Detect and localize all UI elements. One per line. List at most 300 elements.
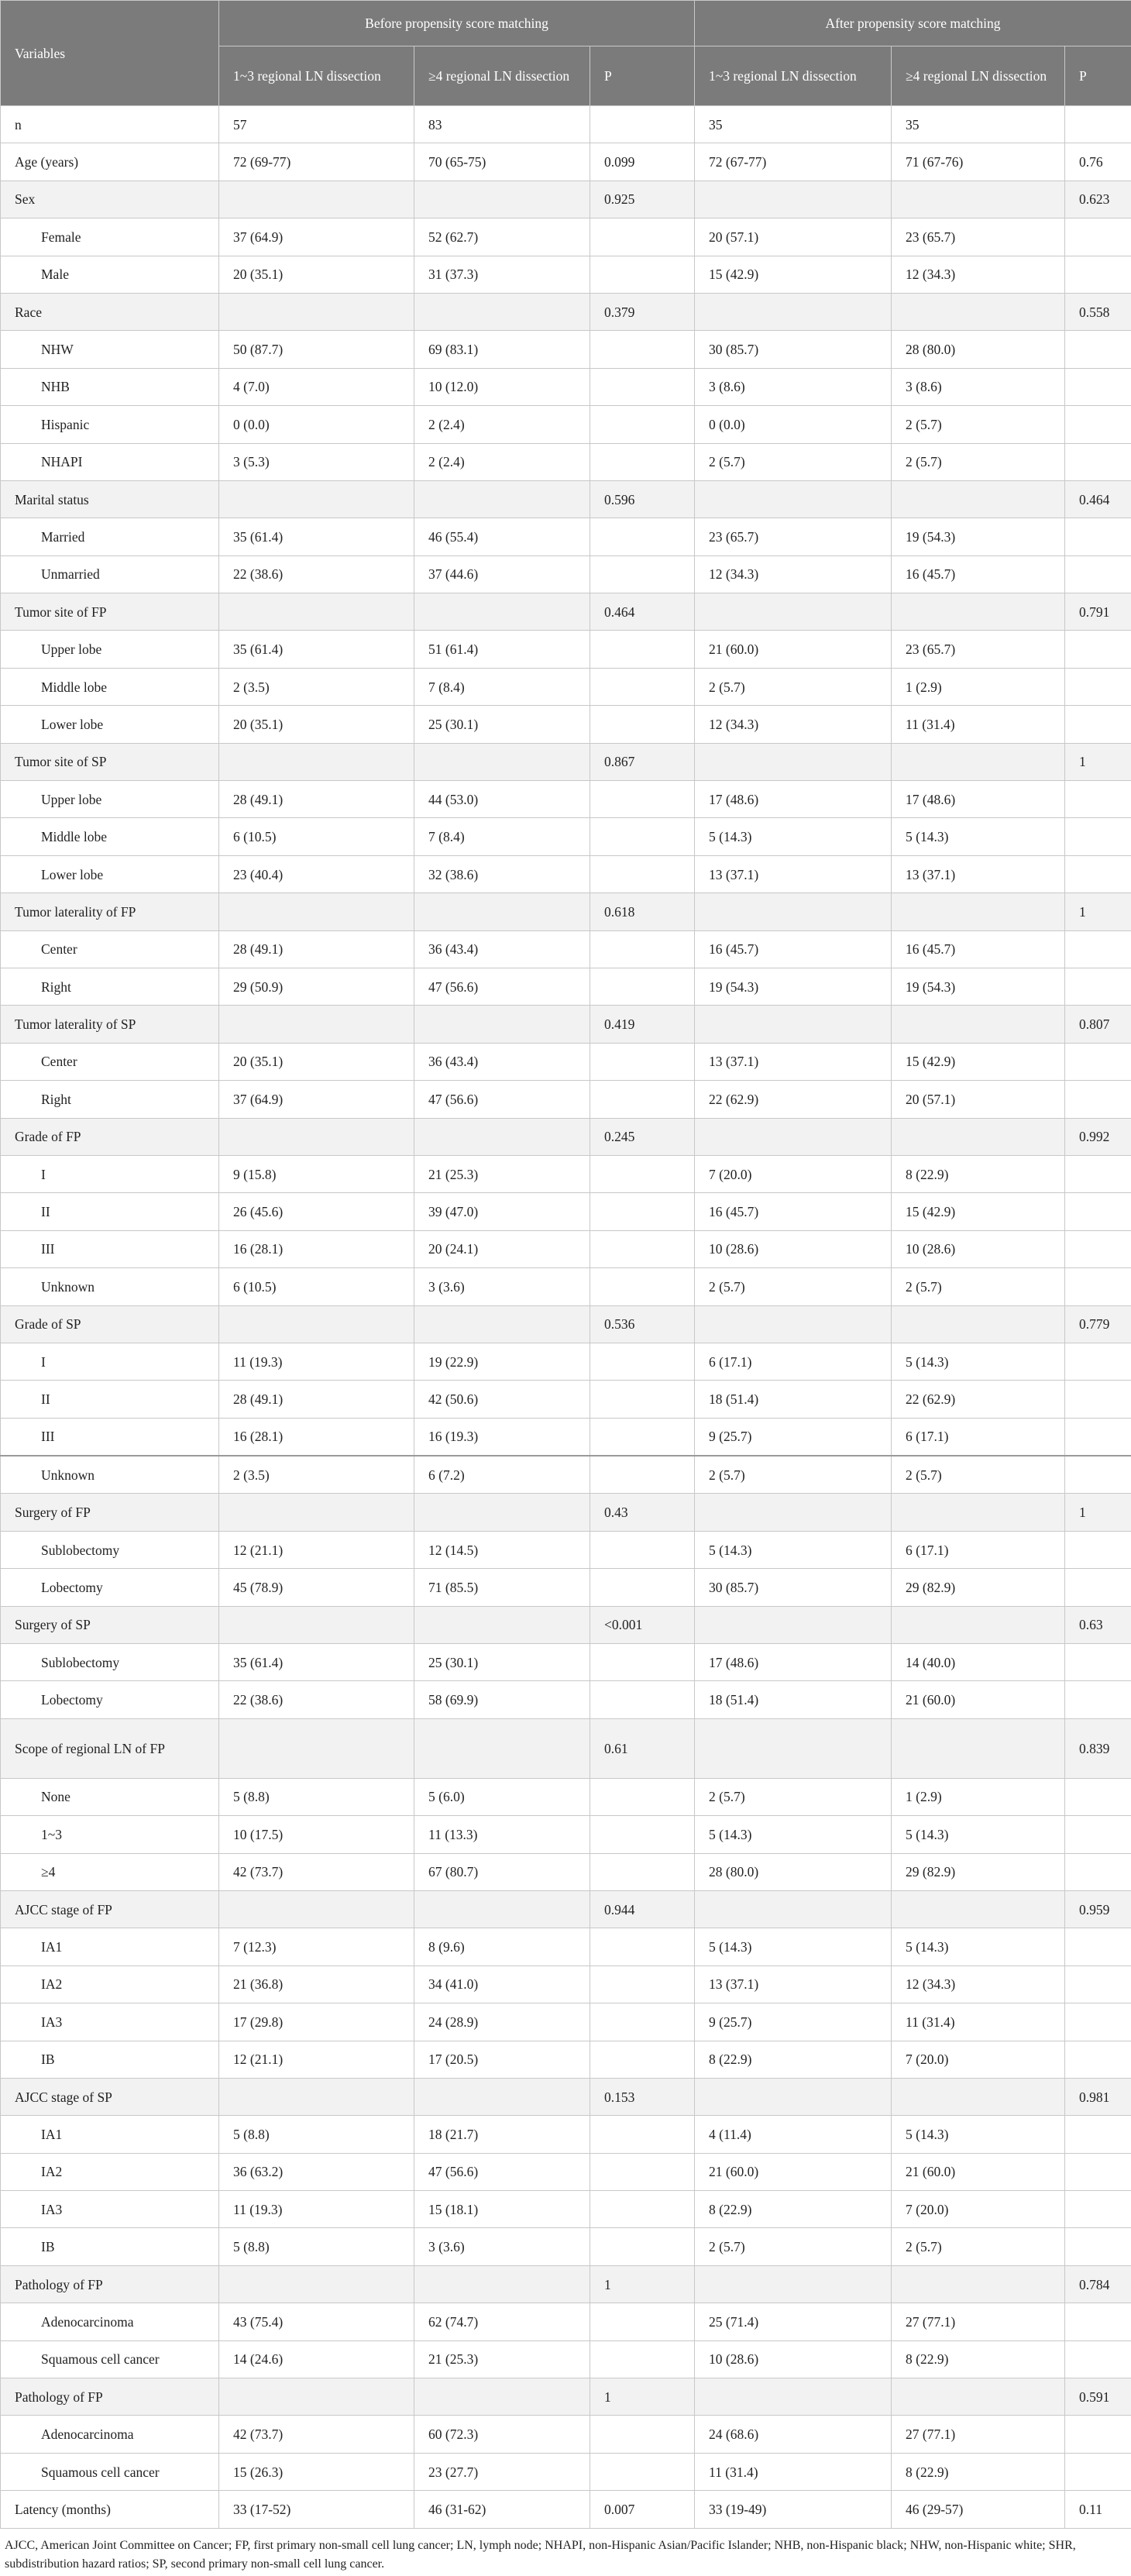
before-4plus-cell: 15 (18.1) <box>414 2191 590 2228</box>
table-row <box>1 2116 1131 2153</box>
before-p-cell <box>590 1531 695 1568</box>
after-4plus-cell: 6 (17.1) <box>892 1531 1065 1568</box>
before-p-cell: 0.867 <box>590 743 695 780</box>
after-p-cell: 0.558 <box>1065 293 1131 330</box>
after-p-cell: 0.791 <box>1065 593 1131 631</box>
variable-cell: I <box>1 1155 219 1192</box>
after-1-3-cell: 72 (67-77) <box>695 143 892 181</box>
before-col-1-3-ln: 1~3 regional LN dissection <box>219 46 414 106</box>
after-p-cell: 0.76 <box>1065 143 1131 181</box>
after-1-3-cell: 5 (14.3) <box>695 1531 892 1568</box>
table-row <box>1 1343 1131 1380</box>
after-4plus-cell <box>892 480 1065 518</box>
before-p-cell <box>590 1155 695 1192</box>
after-1-3-cell: 4 (11.4) <box>695 2116 892 2153</box>
after-psm-header: After propensity score matching <box>695 1 1131 46</box>
after-4plus-cell <box>892 1305 1065 1343</box>
after-col-4plus-ln: ≥4 regional LN dissection <box>892 46 1065 106</box>
table-row <box>1 480 1131 518</box>
after-p-cell <box>1065 968 1131 1005</box>
before-p-cell: 0.007 <box>590 2491 695 2528</box>
before-4plus-cell: 47 (56.6) <box>414 2153 590 2190</box>
before-1-3-cell: 2 (3.5) <box>219 668 414 705</box>
table-row <box>1 1118 1131 1155</box>
variable-cell: Lobectomy <box>1 1569 219 1606</box>
table-row <box>1 1531 1131 1568</box>
after-4plus-cell: 19 (54.3) <box>892 968 1065 1005</box>
before-4plus-cell: 17 (20.5) <box>414 2041 590 2078</box>
after-p-cell <box>1065 331 1131 368</box>
after-col-p: P <box>1065 46 1131 106</box>
after-p-cell <box>1065 818 1131 855</box>
before-1-3-cell <box>219 480 414 518</box>
before-p-cell <box>590 2003 695 2041</box>
before-1-3-cell: 42 (73.7) <box>219 1853 414 1890</box>
after-1-3-cell: 18 (51.4) <box>695 1381 892 1418</box>
before-4plus-cell: 58 (69.9) <box>414 1681 590 1718</box>
after-1-3-cell: 20 (57.1) <box>695 218 892 256</box>
after-4plus-cell: 5 (14.3) <box>892 1343 1065 1380</box>
before-p-cell <box>590 2453 695 2490</box>
variable-cell: Squamous cell cancer <box>1 2453 219 2490</box>
table-row <box>1 1569 1131 1606</box>
before-4plus-cell: 19 (22.9) <box>414 1343 590 1380</box>
after-4plus-cell <box>892 181 1065 218</box>
table-row <box>1 2153 1131 2190</box>
before-p-cell <box>590 256 695 293</box>
after-4plus-cell: 10 (28.6) <box>892 1230 1065 1267</box>
variable-cell: Grade of FP <box>1 1118 219 1155</box>
before-4plus-cell: 23 (27.7) <box>414 2453 590 2490</box>
before-1-3-cell: 17 (29.8) <box>219 2003 414 2041</box>
after-4plus-cell: 5 (14.3) <box>892 1816 1065 1853</box>
variable-cell: NHB <box>1 368 219 405</box>
before-1-3-cell <box>219 2078 414 2115</box>
before-p-cell <box>590 1644 695 1681</box>
after-p-cell <box>1065 1928 1131 1966</box>
after-4plus-cell: 21 (60.0) <box>892 2153 1065 2190</box>
after-p-cell <box>1065 1644 1131 1681</box>
before-1-3-cell <box>219 743 414 780</box>
variable-cell: Race <box>1 293 219 330</box>
after-p-cell <box>1065 1816 1131 1853</box>
before-4plus-cell: 47 (56.6) <box>414 1081 590 1118</box>
table-row <box>1 256 1131 293</box>
before-1-3-cell: 11 (19.3) <box>219 2191 414 2228</box>
before-4plus-cell <box>414 181 590 218</box>
before-p-cell <box>590 781 695 818</box>
before-4plus-cell: 25 (30.1) <box>414 706 590 743</box>
after-4plus-cell: 2 (5.7) <box>892 1268 1065 1305</box>
before-1-3-cell: 5 (8.8) <box>219 1778 414 1815</box>
after-4plus-cell: 5 (14.3) <box>892 1928 1065 1966</box>
after-1-3-cell <box>695 1606 892 1643</box>
table-row <box>1 781 1131 818</box>
before-4plus-cell: 37 (44.6) <box>414 555 590 593</box>
after-4plus-cell <box>892 293 1065 330</box>
table-row <box>1 1718 1131 1778</box>
after-1-3-cell <box>695 1305 892 1343</box>
before-1-3-cell <box>219 2378 414 2416</box>
after-1-3-cell: 10 (28.6) <box>695 1230 892 1267</box>
before-p-cell: 1 <box>590 2378 695 2416</box>
table-row <box>1 518 1131 555</box>
after-4plus-cell: 21 (60.0) <box>892 1681 1065 1718</box>
after-4plus-cell <box>892 2265 1065 2303</box>
before-4plus-cell <box>414 2078 590 2115</box>
variable-cell: Upper lobe <box>1 781 219 818</box>
before-1-3-cell: 10 (17.5) <box>219 1816 414 1853</box>
variable-cell: IB <box>1 2041 219 2078</box>
after-1-3-cell: 2 (5.7) <box>695 1268 892 1305</box>
after-1-3-cell <box>695 1718 892 1778</box>
variable-cell: Hispanic <box>1 406 219 443</box>
after-p-cell <box>1065 1043 1131 1080</box>
table-row <box>1 443 1131 480</box>
after-p-cell: 1 <box>1065 893 1131 930</box>
after-4plus-cell <box>892 893 1065 930</box>
after-p-cell: 0.779 <box>1065 1305 1131 1343</box>
before-1-3-cell: 12 (21.1) <box>219 2041 414 2078</box>
after-p-cell <box>1065 1853 1131 1890</box>
variable-cell: Unknown <box>1 1268 219 1305</box>
before-1-3-cell <box>219 1718 414 1778</box>
before-4plus-cell <box>414 2378 590 2416</box>
before-p-cell <box>590 1928 695 1966</box>
before-4plus-cell: 39 (47.0) <box>414 1193 590 1230</box>
before-1-3-cell: 29 (50.9) <box>219 968 414 1005</box>
variable-cell: NHW <box>1 331 219 368</box>
after-4plus-cell: 11 (31.4) <box>892 2003 1065 2041</box>
after-1-3-cell: 5 (14.3) <box>695 818 892 855</box>
before-p-cell <box>590 2153 695 2190</box>
before-1-3-cell: 37 (64.9) <box>219 218 414 256</box>
before-1-3-cell: 50 (87.7) <box>219 331 414 368</box>
variable-cell: II <box>1 1381 219 1418</box>
table-row <box>1 1890 1131 1928</box>
after-1-3-cell: 2 (5.7) <box>695 668 892 705</box>
before-p-cell <box>590 1268 695 1305</box>
after-p-cell: 1 <box>1065 743 1131 780</box>
table-row <box>1 1230 1131 1267</box>
after-4plus-cell: 6 (17.1) <box>892 1418 1065 1456</box>
after-p-cell: 0.623 <box>1065 181 1131 218</box>
before-p-cell: 0.536 <box>590 1305 695 1343</box>
after-4plus-cell: 13 (37.1) <box>892 855 1065 892</box>
table-row <box>1 1816 1131 1853</box>
after-4plus-cell: 35 <box>892 106 1065 143</box>
table-row <box>1 1928 1131 1966</box>
before-p-cell <box>590 2041 695 2078</box>
variable-cell: Surgery of SP <box>1 1606 219 1643</box>
before-4plus-cell <box>414 2265 590 2303</box>
table-row <box>1 1081 1131 1118</box>
table-row <box>1 2453 1131 2490</box>
before-p-cell: 0.944 <box>590 1890 695 1928</box>
variable-cell: Right <box>1 1081 219 1118</box>
before-p-cell: 0.618 <box>590 893 695 930</box>
after-p-cell <box>1065 855 1131 892</box>
after-4plus-cell: 27 (77.1) <box>892 2303 1065 2340</box>
before-4plus-cell: 11 (13.3) <box>414 1816 590 1853</box>
after-4plus-cell: 5 (14.3) <box>892 818 1065 855</box>
after-p-cell <box>1065 1569 1131 1606</box>
table-row <box>1 218 1131 256</box>
before-1-3-cell: 57 <box>219 106 414 143</box>
after-p-cell <box>1065 2228 1131 2265</box>
before-1-3-cell: 5 (8.8) <box>219 2116 414 2153</box>
before-4plus-cell: 31 (37.3) <box>414 256 590 293</box>
variable-cell: Tumor laterality of SP <box>1 1006 219 1043</box>
before-4plus-cell: 46 (31-62) <box>414 2491 590 2528</box>
after-p-cell <box>1065 1268 1131 1305</box>
before-p-cell <box>590 2228 695 2265</box>
after-p-cell <box>1065 518 1131 555</box>
variable-cell: Lower lobe <box>1 706 219 743</box>
before-1-3-cell: 28 (49.1) <box>219 930 414 968</box>
after-1-3-cell: 21 (60.0) <box>695 631 892 668</box>
before-4plus-cell: 3 (3.6) <box>414 1268 590 1305</box>
before-1-3-cell: 28 (49.1) <box>219 1381 414 1418</box>
after-4plus-cell: 11 (31.4) <box>892 706 1065 743</box>
variable-cell: Tumor site of FP <box>1 593 219 631</box>
before-1-3-cell: 15 (26.3) <box>219 2453 414 2490</box>
before-1-3-cell <box>219 293 414 330</box>
before-4plus-cell: 44 (53.0) <box>414 781 590 818</box>
before-1-3-cell: 37 (64.9) <box>219 1081 414 1118</box>
before-4plus-cell: 42 (50.6) <box>414 1381 590 1418</box>
before-4plus-cell <box>414 593 590 631</box>
variable-cell: Scope of regional LN of FP <box>1 1718 219 1778</box>
before-1-3-cell <box>219 1494 414 1531</box>
after-1-3-cell: 22 (62.9) <box>695 1081 892 1118</box>
table-row <box>1 1606 1131 1643</box>
after-1-3-cell: 10 (28.6) <box>695 2340 892 2378</box>
table-row <box>1 2228 1131 2265</box>
after-p-cell <box>1065 2041 1131 2078</box>
before-4plus-cell <box>414 1718 590 1778</box>
variable-cell: Sublobectomy <box>1 1531 219 1568</box>
variable-cell: Tumor laterality of FP <box>1 893 219 930</box>
table-row <box>1 631 1131 668</box>
after-1-3-cell <box>695 2378 892 2416</box>
table-row <box>1 930 1131 968</box>
table-row <box>1 1155 1131 1192</box>
after-p-cell <box>1065 218 1131 256</box>
before-4plus-cell <box>414 1606 590 1643</box>
variable-cell: IA1 <box>1 2116 219 2153</box>
after-1-3-cell: 19 (54.3) <box>695 968 892 1005</box>
table-row <box>1 2303 1131 2340</box>
before-p-cell <box>590 1418 695 1456</box>
before-1-3-cell: 21 (36.8) <box>219 1966 414 2003</box>
before-p-cell <box>590 818 695 855</box>
before-1-3-cell: 22 (38.6) <box>219 555 414 593</box>
before-4plus-cell: 83 <box>414 106 590 143</box>
before-p-cell <box>590 218 695 256</box>
before-p-cell <box>590 1193 695 1230</box>
after-1-3-cell: 6 (17.1) <box>695 1343 892 1380</box>
before-1-3-cell <box>219 1890 414 1928</box>
after-p-cell <box>1065 2003 1131 2041</box>
before-4plus-cell: 34 (41.0) <box>414 1966 590 2003</box>
variable-cell: Squamous cell cancer <box>1 2340 219 2378</box>
after-p-cell: 0.784 <box>1065 2265 1131 2303</box>
before-1-3-cell: 6 (10.5) <box>219 1268 414 1305</box>
before-p-cell <box>590 106 695 143</box>
before-p-cell: 0.43 <box>590 1494 695 1531</box>
variable-cell: I <box>1 1343 219 1380</box>
before-p-cell <box>590 1778 695 1815</box>
before-4plus-cell: 36 (43.4) <box>414 930 590 968</box>
before-p-cell <box>590 668 695 705</box>
before-p-cell <box>590 1853 695 1890</box>
variable-cell: Unmarried <box>1 555 219 593</box>
before-1-3-cell <box>219 593 414 631</box>
before-p-cell <box>590 406 695 443</box>
after-1-3-cell: 35 <box>695 106 892 143</box>
before-4plus-cell: 21 (25.3) <box>414 1155 590 1192</box>
after-1-3-cell: 12 (34.3) <box>695 706 892 743</box>
before-p-cell <box>590 2303 695 2340</box>
before-4plus-cell: 18 (21.7) <box>414 2116 590 2153</box>
before-4plus-cell: 21 (25.3) <box>414 2340 590 2378</box>
after-1-3-cell: 2 (5.7) <box>695 443 892 480</box>
table-row <box>1 368 1131 405</box>
before-4plus-cell: 25 (30.1) <box>414 1644 590 1681</box>
before-p-cell <box>590 1569 695 1606</box>
variable-cell: IB <box>1 2228 219 2265</box>
before-p-cell <box>590 1456 695 1494</box>
before-1-3-cell: 35 (61.4) <box>219 631 414 668</box>
before-1-3-cell: 9 (15.8) <box>219 1155 414 1192</box>
before-1-3-cell: 45 (78.9) <box>219 1569 414 1606</box>
after-4plus-cell: 15 (42.9) <box>892 1043 1065 1080</box>
before-4plus-cell <box>414 1494 590 1531</box>
table-row <box>1 1268 1131 1305</box>
variable-cell: None <box>1 1778 219 1815</box>
after-p-cell <box>1065 368 1131 405</box>
table-row <box>1 706 1131 743</box>
after-1-3-cell: 17 (48.6) <box>695 781 892 818</box>
variable-cell: Upper lobe <box>1 631 219 668</box>
after-1-3-cell: 12 (34.3) <box>695 555 892 593</box>
after-p-cell <box>1065 1230 1131 1267</box>
after-p-cell <box>1065 1418 1131 1456</box>
after-p-cell: 0.464 <box>1065 480 1131 518</box>
after-1-3-cell: 13 (37.1) <box>695 1043 892 1080</box>
before-p-cell: 0.464 <box>590 593 695 631</box>
variable-cell: Middle lobe <box>1 818 219 855</box>
after-4plus-cell: 12 (34.3) <box>892 1966 1065 2003</box>
variable-cell: Adenocarcinoma <box>1 2303 219 2340</box>
after-p-cell <box>1065 2453 1131 2490</box>
after-1-3-cell: 13 (37.1) <box>695 855 892 892</box>
table-row <box>1 2491 1131 2528</box>
after-1-3-cell: 23 (65.7) <box>695 518 892 555</box>
before-1-3-cell: 3 (5.3) <box>219 443 414 480</box>
table-row <box>1 1853 1131 1890</box>
before-p-cell: 0.245 <box>590 1118 695 1155</box>
after-4plus-cell: 19 (54.3) <box>892 518 1065 555</box>
table-row <box>1 1644 1131 1681</box>
after-p-cell <box>1065 1343 1131 1380</box>
after-1-3-cell: 17 (48.6) <box>695 1644 892 1681</box>
before-4plus-cell: 20 (24.1) <box>414 1230 590 1267</box>
after-4plus-cell: 2 (5.7) <box>892 2228 1065 2265</box>
before-4plus-cell: 7 (8.4) <box>414 668 590 705</box>
after-1-3-cell: 16 (45.7) <box>695 1193 892 1230</box>
after-4plus-cell <box>892 743 1065 780</box>
after-4plus-cell <box>892 1890 1065 1928</box>
before-p-cell <box>590 706 695 743</box>
before-1-3-cell: 36 (63.2) <box>219 2153 414 2190</box>
before-1-3-cell: 20 (35.1) <box>219 256 414 293</box>
after-p-cell: 0.11 <box>1065 2491 1131 2528</box>
variable-cell: n <box>1 106 219 143</box>
table-footnote: AJCC, American Joint Committee on Cancer; FP, first primary non-small cell lung cancer; LN, lymph node; NHAPI, non-Hispanic Asian/Pacific Islander; NHB, non-Hispanic black; NHW, non-Hispanic white; SHR, subdistribution hazard ratios; SP, second primary non-small cell lung cancer. <box>5 2538 1076 2571</box>
after-1-3-cell <box>695 1006 892 1043</box>
before-p-cell <box>590 968 695 1005</box>
variable-cell: AJCC stage of FP <box>1 1890 219 1928</box>
after-4plus-cell <box>892 2078 1065 2115</box>
after-p-cell <box>1065 1681 1131 1718</box>
after-1-3-cell: 5 (14.3) <box>695 1816 892 1853</box>
variable-cell: Female <box>1 218 219 256</box>
before-4plus-cell: 51 (61.4) <box>414 631 590 668</box>
before-p-cell: 0.419 <box>590 1006 695 1043</box>
variable-cell: Middle lobe <box>1 668 219 705</box>
table-header <box>1 1 1131 106</box>
after-p-cell <box>1065 2153 1131 2190</box>
after-1-3-cell <box>695 480 892 518</box>
after-1-3-cell <box>695 2265 892 2303</box>
after-1-3-cell: 16 (45.7) <box>695 930 892 968</box>
before-4plus-cell: 52 (62.7) <box>414 218 590 256</box>
before-1-3-cell: 42 (73.7) <box>219 2416 414 2453</box>
after-4plus-cell <box>892 1118 1065 1155</box>
table-row <box>1 2378 1131 2416</box>
before-col-4plus-ln: ≥4 regional LN dissection <box>414 46 590 106</box>
before-4plus-cell: 2 (2.4) <box>414 406 590 443</box>
variable-cell: Pathology of FP <box>1 2378 219 2416</box>
before-1-3-cell: 16 (28.1) <box>219 1230 414 1267</box>
after-4plus-cell: 3 (8.6) <box>892 368 1065 405</box>
after-p-cell: 0.992 <box>1065 1118 1131 1155</box>
after-p-cell <box>1065 555 1131 593</box>
table-body <box>1 106 1131 2529</box>
after-1-3-cell: 18 (51.4) <box>695 1681 892 1718</box>
before-4plus-cell: 12 (14.5) <box>414 1531 590 1568</box>
before-4plus-cell: 47 (56.6) <box>414 968 590 1005</box>
before-p-cell <box>590 2191 695 2228</box>
before-4plus-cell: 8 (9.6) <box>414 1928 590 1966</box>
after-p-cell <box>1065 106 1131 143</box>
before-4plus-cell: 6 (7.2) <box>414 1456 590 1494</box>
before-1-3-cell <box>219 1305 414 1343</box>
after-4plus-cell: 29 (82.9) <box>892 1853 1065 1890</box>
variable-cell: IA2 <box>1 2153 219 2190</box>
after-4plus-cell: 2 (5.7) <box>892 406 1065 443</box>
before-4plus-cell: 10 (12.0) <box>414 368 590 405</box>
after-1-3-cell: 33 (19-49) <box>695 2491 892 2528</box>
variable-cell: Grade of SP <box>1 1305 219 1343</box>
before-4plus-cell: 7 (8.4) <box>414 818 590 855</box>
before-1-3-cell: 7 (12.3) <box>219 1928 414 1966</box>
after-4plus-cell: 23 (65.7) <box>892 218 1065 256</box>
before-p-cell: 0.596 <box>590 480 695 518</box>
before-1-3-cell: 23 (40.4) <box>219 855 414 892</box>
